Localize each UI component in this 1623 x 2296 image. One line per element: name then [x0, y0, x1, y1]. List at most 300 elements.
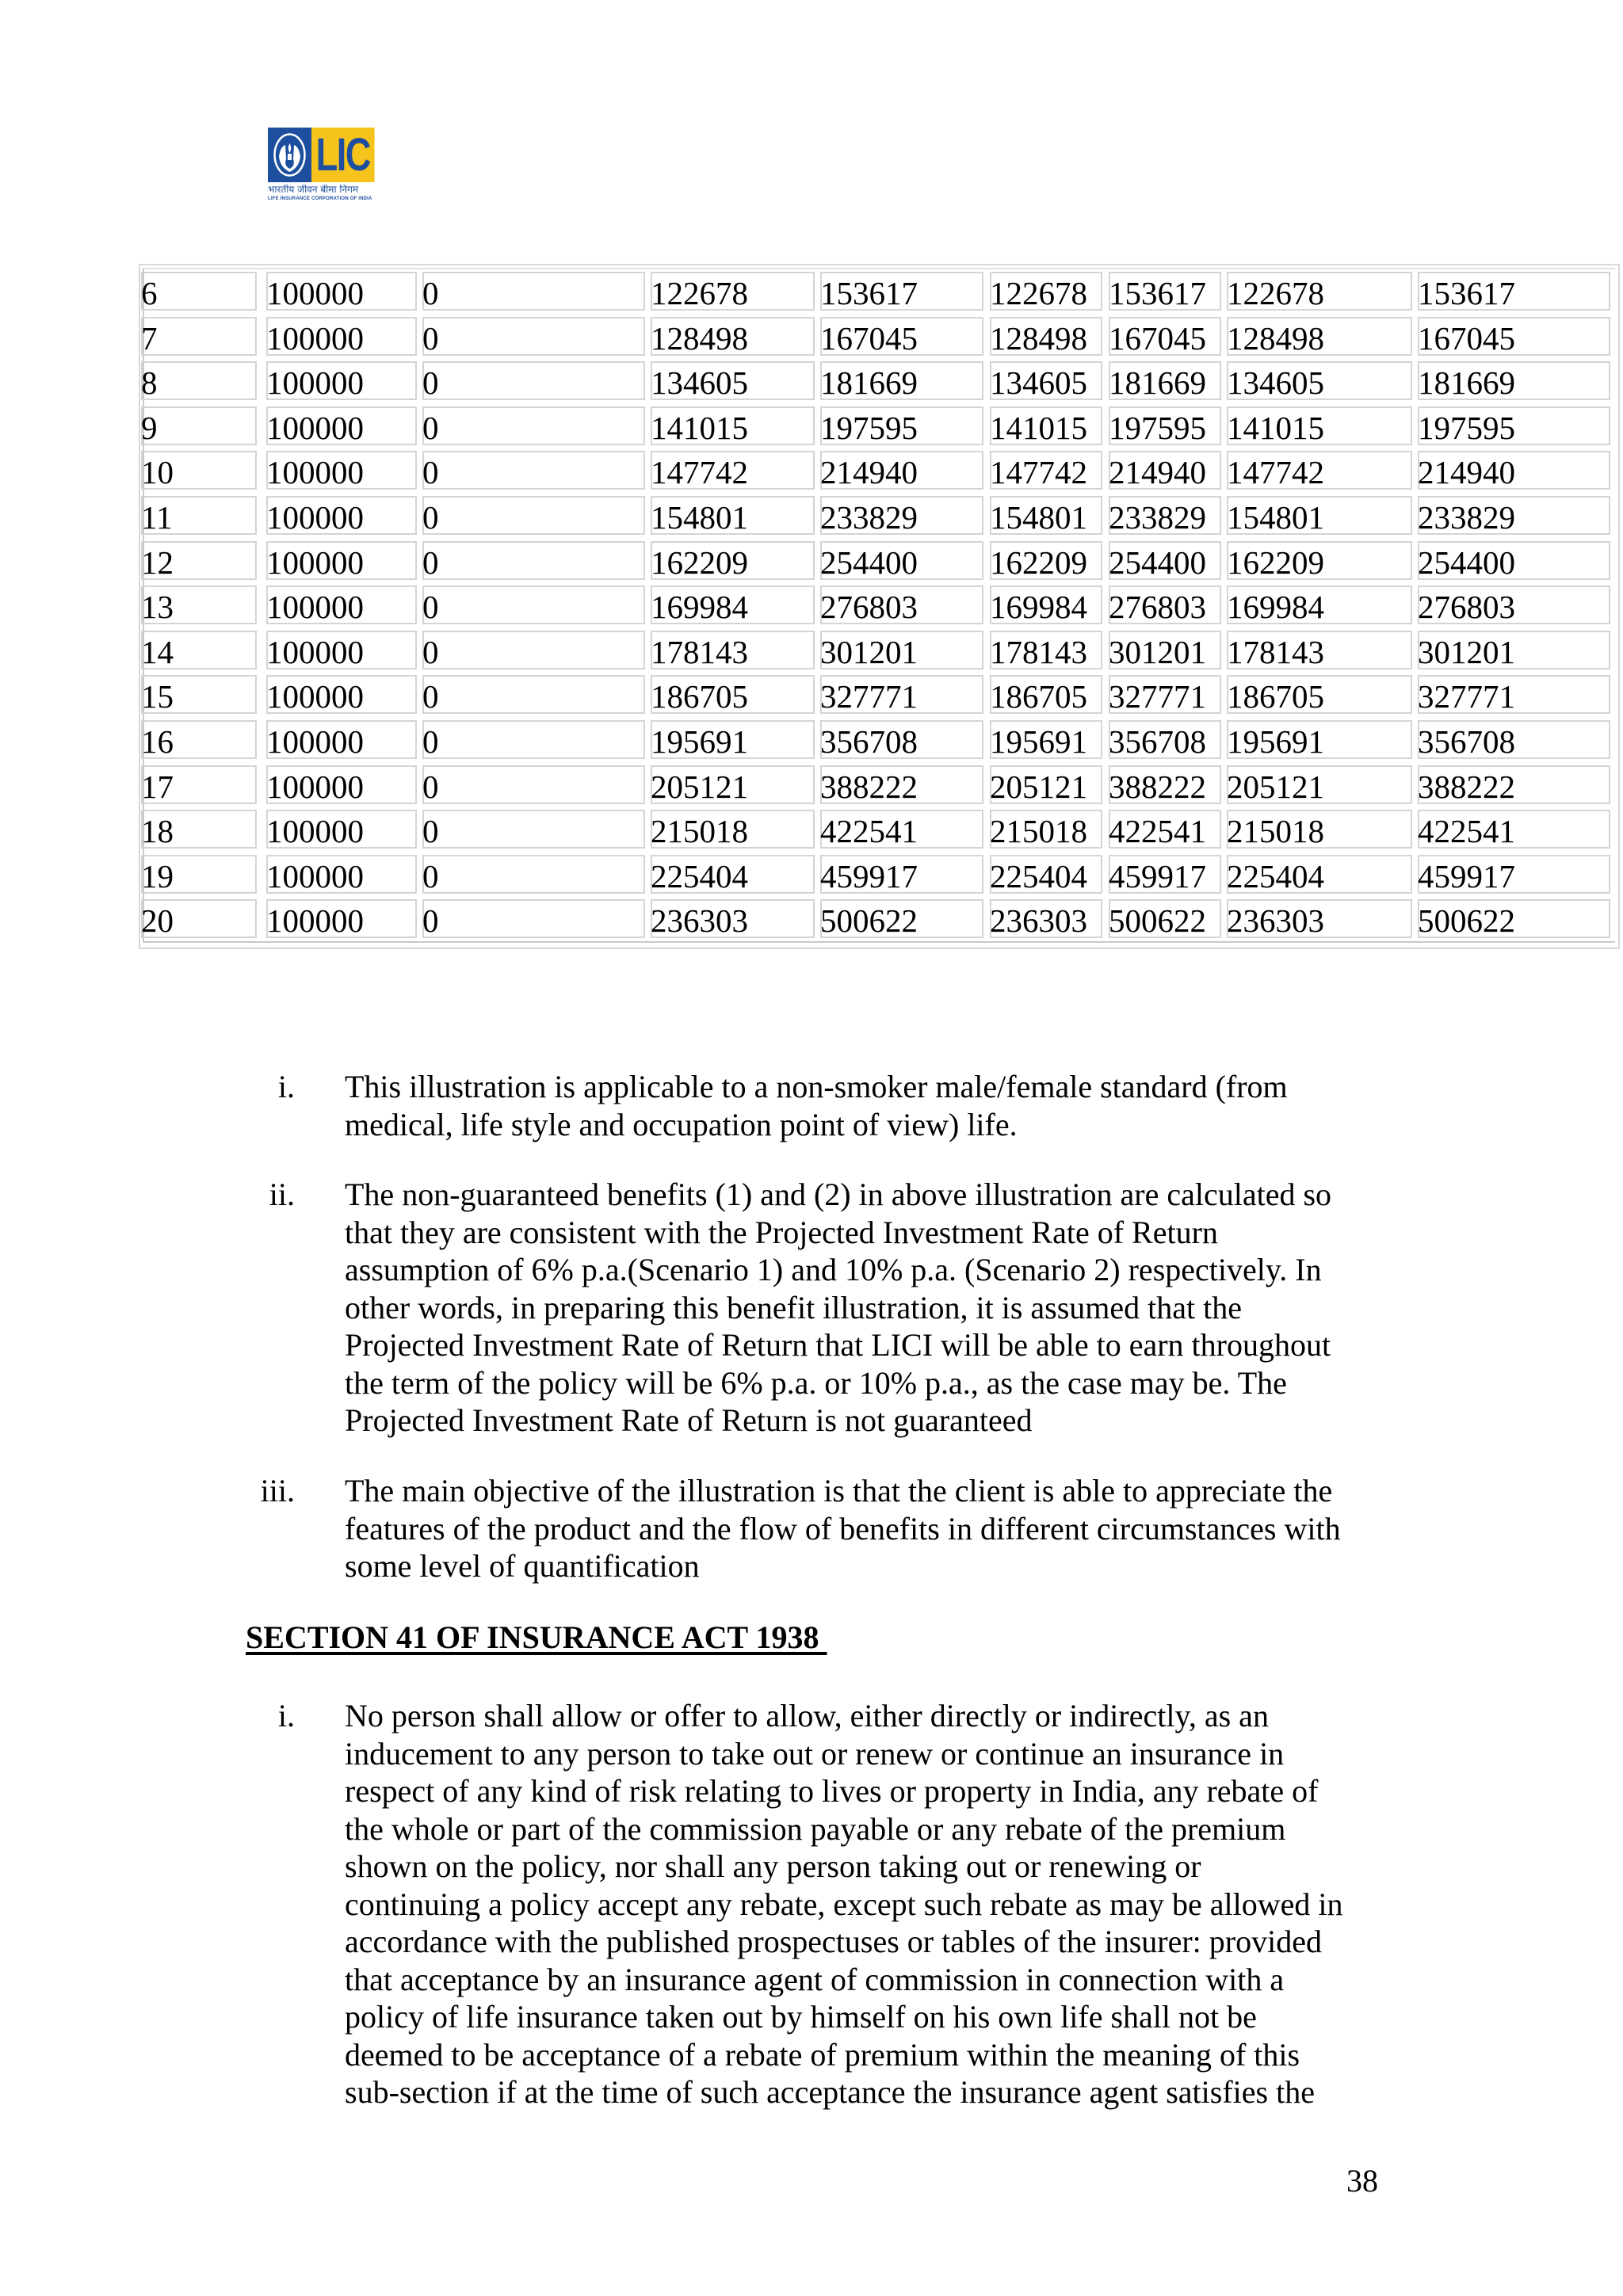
list-marker: i.	[277, 1698, 295, 1733]
cell-value: 197595	[1418, 409, 1515, 446]
cell-value: 181669	[1418, 364, 1515, 402]
table-cell	[1227, 675, 1412, 714]
table-cell	[266, 810, 417, 849]
cell-value: 122678	[651, 275, 748, 311]
table-cell	[1109, 541, 1221, 580]
cell-value: 100000	[266, 813, 364, 850]
cell-value: 301201	[1109, 633, 1206, 670]
table-cell	[990, 361, 1102, 400]
table-cell	[1418, 585, 1610, 624]
cell-value: 9	[141, 409, 158, 446]
text-line: other words, in preparing this benefit illustration, it is assumed that the	[345, 1289, 1243, 1325]
text-line: some level of quantification	[345, 1548, 700, 1584]
text-line: No person shall allow or offer to allow, either directly or indirectly, as an	[345, 1698, 1269, 1733]
cell-value: 153617	[820, 275, 918, 311]
table-cell	[141, 317, 257, 356]
table-cell	[1418, 631, 1610, 669]
cell-value: 141015	[1227, 409, 1324, 446]
list-marker: i.	[277, 1069, 295, 1104]
cell-value: 225404	[651, 857, 748, 894]
cell-value: 100000	[266, 499, 364, 536]
table-cell	[141, 720, 257, 759]
cell-value: 181669	[1109, 364, 1206, 402]
cell-value: 197595	[1109, 409, 1206, 446]
cell-value: 0	[422, 902, 439, 940]
cell-value: 147742	[990, 454, 1087, 491]
cell-value: 19	[141, 857, 174, 894]
table-cell	[651, 272, 815, 311]
table-cell	[651, 361, 815, 400]
cell-value: 7	[141, 319, 158, 357]
table-cell	[1109, 631, 1221, 669]
table-cell	[1109, 720, 1221, 759]
table-cell	[651, 585, 815, 624]
cell-value: 422541	[1418, 813, 1515, 850]
cell-value: 100000	[266, 543, 364, 581]
cell-value: 141015	[990, 409, 1087, 446]
cell-value: 181669	[820, 364, 918, 402]
cell-value: 0	[422, 678, 439, 715]
cell-value: 422541	[820, 813, 918, 850]
table-cell	[1109, 675, 1221, 714]
table-row	[0, 675, 1623, 714]
table-cell	[990, 541, 1102, 580]
cell-value: 134605	[1227, 364, 1324, 402]
table-cell	[422, 541, 645, 580]
table-cell	[422, 317, 645, 356]
table-cell	[422, 496, 645, 535]
table-cell	[1109, 899, 1221, 938]
cell-value: 100000	[266, 275, 364, 311]
cell-value: 0	[422, 454, 439, 491]
cell-value: 254400	[1109, 543, 1206, 581]
cell-value: 100000	[266, 723, 364, 760]
table-cell	[820, 451, 983, 490]
cell-value: 100000	[266, 902, 364, 940]
text-line: accordance with the published prospectuses or tables of the insurer: provided	[345, 1924, 1322, 1959]
table-cell	[422, 675, 645, 714]
table-cell	[1227, 451, 1412, 490]
cell-value: 10	[141, 454, 174, 491]
cell-value: 167045	[1418, 319, 1515, 357]
cell-value: 178143	[990, 633, 1087, 670]
text-line: Projected Investment Rate of Return is not guaranteed	[345, 1402, 1033, 1438]
cell-value: 154801	[1227, 499, 1324, 536]
cell-value: 276803	[820, 589, 918, 626]
table-cell	[651, 855, 815, 894]
table-cell	[422, 451, 645, 490]
cell-value: 0	[422, 813, 439, 850]
table-cell	[141, 496, 257, 535]
cell-value: 195691	[651, 723, 748, 760]
table-cell	[266, 675, 417, 714]
cell-value: 500622	[1418, 902, 1515, 940]
table-cell	[1418, 272, 1610, 311]
cell-value: 459917	[820, 857, 918, 894]
table-cell	[990, 899, 1102, 938]
table-cell	[1418, 361, 1610, 400]
table-cell	[266, 406, 417, 445]
lic-emblem-box	[268, 128, 311, 182]
table-cell	[651, 720, 815, 759]
cell-value: 100000	[266, 857, 364, 894]
text-line: that they are consistent with the Projected Investment Rate of Return	[345, 1214, 1218, 1250]
table-cell	[1109, 406, 1221, 445]
cell-value: 195691	[1227, 723, 1324, 760]
cell-value: 100000	[266, 678, 364, 715]
table-cell	[1418, 855, 1610, 894]
table-cell	[820, 361, 983, 400]
list-marker: ii.	[269, 1177, 295, 1212]
cell-value: 0	[422, 275, 439, 311]
text-line: deemed to be acceptance of a rebate of premium within the meaning of this	[345, 2036, 1300, 2073]
table-cell	[1418, 451, 1610, 490]
table-row	[0, 899, 1623, 938]
cell-value: 169984	[990, 589, 1087, 626]
table-cell	[266, 361, 417, 400]
table-cell	[266, 585, 417, 624]
table-cell	[141, 810, 257, 849]
table-cell	[1109, 317, 1221, 356]
cell-value: 100000	[266, 409, 364, 446]
cell-value: 0	[422, 409, 439, 446]
table-cell	[141, 272, 257, 311]
table-cell	[422, 810, 645, 849]
table-cell	[990, 585, 1102, 624]
cell-value: 215018	[990, 813, 1087, 850]
cell-value: 178143	[651, 633, 748, 670]
table-cell	[1227, 720, 1412, 759]
paragraph-text	[345, 1697, 1399, 2111]
cell-value: 327771	[820, 678, 918, 715]
text-line: continuing a policy accept any rebate, except such rebate as may be allowed in	[345, 1886, 1343, 1922]
table-row	[0, 720, 1623, 759]
table-cell	[820, 720, 983, 759]
table-cell	[820, 810, 983, 849]
text-line: The main objective of the illustration is that the client is able to appreciate the	[345, 1473, 1333, 1508]
paragraph-text	[345, 1176, 1399, 1440]
cell-value: 236303	[1227, 902, 1324, 940]
cell-value: 14	[141, 633, 174, 670]
cell-value: 0	[422, 633, 439, 670]
table-row	[0, 361, 1623, 400]
lic-logo	[268, 128, 376, 204]
cell-value: 205121	[1227, 768, 1324, 805]
cell-value: 388222	[1109, 768, 1206, 805]
cell-value: 134605	[990, 364, 1087, 402]
table-row	[0, 272, 1623, 311]
table-cell	[1418, 899, 1610, 938]
table-cell	[1418, 720, 1610, 759]
table-cell	[820, 631, 983, 669]
cell-value: 327771	[1418, 678, 1515, 715]
cell-value: 100000	[266, 319, 364, 357]
cell-value: 153617	[1418, 275, 1515, 311]
table-cell	[266, 541, 417, 580]
text-line: shown on the policy, nor shall any person taking out or renewing or	[345, 1848, 1201, 1884]
cell-value: 169984	[1227, 589, 1324, 626]
table-row	[0, 496, 1623, 535]
table-cell	[820, 585, 983, 624]
cell-value: 8	[141, 364, 158, 402]
table-row	[0, 541, 1623, 580]
cell-value: 205121	[990, 768, 1087, 805]
cell-value: 236303	[651, 902, 748, 940]
table-cell	[1227, 855, 1412, 894]
text-line: features of the product and the flow of benefits in different circumstances with	[345, 1510, 1341, 1547]
cell-value: 205121	[651, 768, 748, 805]
text-line: respect of any kind of risk relating to lives or property in India, any rebate of	[345, 1773, 1319, 1809]
table-cell	[820, 899, 983, 938]
paragraph-text	[345, 1068, 1399, 1143]
table-cell	[1418, 406, 1610, 445]
cell-value: 276803	[1418, 589, 1515, 626]
table-cell	[1109, 496, 1221, 535]
table-cell	[422, 272, 645, 311]
text-line: sub-section if at the time of such acceptance the insurance agent satisfies the	[345, 2074, 1315, 2110]
table-cell	[651, 541, 815, 580]
table-cell	[141, 675, 257, 714]
table-cell	[990, 451, 1102, 490]
cell-value: 18	[141, 813, 174, 850]
text-line: policy of life insurance taken out by himself on his own life shall not be	[345, 1999, 1257, 2035]
cell-value: 20	[141, 902, 174, 940]
cell-value: 154801	[651, 499, 748, 536]
table-cell	[266, 317, 417, 356]
cell-value: 100000	[266, 454, 364, 491]
cell-value: 128498	[651, 319, 748, 357]
table-cell	[990, 765, 1102, 804]
table-cell	[1227, 631, 1412, 669]
cell-value: 178143	[1227, 633, 1324, 670]
text-line: that acceptance by an insurance agent of commission in connection with a	[345, 1961, 1285, 1997]
text-line: the whole or part of the commission payable or any rebate of the premium	[345, 1810, 1286, 1847]
cell-value: 128498	[990, 319, 1087, 357]
table-cell	[422, 406, 645, 445]
cell-value: 6	[141, 275, 158, 311]
table-cell	[1109, 585, 1221, 624]
cell-value: 422541	[1109, 813, 1206, 850]
cell-value: 0	[422, 499, 439, 536]
cell-value: 0	[422, 364, 439, 402]
cell-value: 147742	[1227, 454, 1324, 491]
table-cell	[1227, 317, 1412, 356]
cell-value: 169984	[651, 589, 748, 626]
cell-value: 214940	[1418, 454, 1515, 491]
cell-value: 167045	[1109, 319, 1206, 357]
table-cell	[1227, 541, 1412, 580]
table-cell	[990, 720, 1102, 759]
cell-value: 0	[422, 589, 439, 626]
table-cell	[651, 317, 815, 356]
cell-value: 0	[422, 857, 439, 894]
text-line: inducement to any person to take out or renew or continue an insurance in	[345, 1735, 1285, 1772]
cell-value: 0	[422, 543, 439, 581]
cell-value: 233829	[1418, 499, 1515, 536]
cell-value: 186705	[651, 678, 748, 715]
cell-value: 233829	[820, 499, 918, 536]
table-cell	[820, 541, 983, 580]
table-cell	[651, 675, 815, 714]
cell-value: 197595	[820, 409, 918, 446]
table-cell	[651, 496, 815, 535]
table-row	[0, 451, 1623, 490]
cell-value: 15	[141, 678, 174, 715]
cell-value: 122678	[1227, 275, 1324, 311]
table-cell	[1109, 361, 1221, 400]
lic-wordmark: LIC	[311, 128, 375, 182]
table-cell	[651, 765, 815, 804]
cell-value: 186705	[1227, 678, 1324, 715]
cell-value: 154801	[990, 499, 1087, 536]
text-line: This illustration is applicable to a non-smoker male/female standard (from	[345, 1069, 1288, 1104]
cell-value: 12	[141, 543, 174, 581]
table-cell	[422, 855, 645, 894]
table-row	[0, 810, 1623, 849]
table-cell	[820, 496, 983, 535]
table-row	[0, 585, 1623, 624]
cell-value: 16	[141, 723, 174, 760]
table-cell	[1227, 496, 1412, 535]
table-cell	[990, 631, 1102, 669]
table-cell	[422, 361, 645, 400]
table-cell	[422, 899, 645, 938]
cell-value: 167045	[820, 319, 918, 357]
table-cell	[1227, 272, 1412, 311]
table-cell	[422, 585, 645, 624]
cell-value: 254400	[820, 543, 918, 581]
table-cell	[266, 272, 417, 311]
table-cell	[141, 765, 257, 804]
section-heading: SECTION 41 OF INSURANCE ACT 1938	[246, 1619, 827, 1655]
table-cell	[820, 272, 983, 311]
table-cell	[1418, 541, 1610, 580]
cell-value: 459917	[1418, 857, 1515, 894]
table-cell	[266, 451, 417, 490]
cell-value: 388222	[820, 768, 918, 805]
table-cell	[141, 541, 257, 580]
cell-value: 233829	[1109, 499, 1206, 536]
table-cell	[1109, 810, 1221, 849]
table-cell	[820, 317, 983, 356]
cell-value: 100000	[266, 633, 364, 670]
table-cell	[1227, 765, 1412, 804]
table-cell	[266, 855, 417, 894]
table-cell	[990, 272, 1102, 311]
page-number: 38	[1346, 2163, 1378, 2199]
table-cell	[1109, 765, 1221, 804]
cell-value: 276803	[1109, 589, 1206, 626]
table-cell	[141, 361, 257, 400]
cell-value: 100000	[266, 768, 364, 805]
cell-value: 500622	[1109, 902, 1206, 940]
table-cell	[1227, 585, 1412, 624]
cell-value: 301201	[820, 633, 918, 670]
cell-value: 162209	[990, 543, 1087, 581]
text-line: the term of the policy will be 6% p.a. or 10% p.a., as the case may be. The	[345, 1364, 1287, 1401]
cell-value: 13	[141, 589, 174, 626]
cell-value: 17	[141, 768, 174, 805]
cell-value: 356708	[1418, 723, 1515, 760]
cell-value: 128498	[1227, 319, 1324, 357]
table-cell	[422, 720, 645, 759]
cell-value: 214940	[1109, 454, 1206, 491]
table-cell	[266, 631, 417, 669]
table-cell	[651, 631, 815, 669]
table-cell	[141, 855, 257, 894]
lic-hindi-name: भारतीय जीवन बीमा निगम	[268, 185, 359, 195]
cell-value: 225404	[1227, 857, 1324, 894]
cell-value: 195691	[990, 723, 1087, 760]
table-cell	[820, 765, 983, 804]
cell-value: 215018	[651, 813, 748, 850]
table-row	[0, 765, 1623, 804]
text-line: The non-guaranteed benefits (1) and (2) in above illustration are calculated so	[345, 1177, 1332, 1212]
table-cell	[141, 631, 257, 669]
cell-value: 0	[422, 723, 439, 760]
table-cell	[1418, 675, 1610, 714]
cell-value: 186705	[990, 678, 1087, 715]
table-cell	[651, 451, 815, 490]
cell-value: 215018	[1227, 813, 1324, 850]
cell-value: 225404	[990, 857, 1087, 894]
table-cell	[820, 675, 983, 714]
table-row	[0, 855, 1623, 894]
table-cell	[820, 855, 983, 894]
table-cell	[141, 406, 257, 445]
cell-value: 327771	[1109, 678, 1206, 715]
cell-value: 301201	[1418, 633, 1515, 670]
cell-value: 153617	[1109, 275, 1206, 311]
cell-value: 459917	[1109, 857, 1206, 894]
cell-value: 122678	[990, 275, 1087, 311]
table-row	[0, 631, 1623, 669]
table-cell	[1227, 406, 1412, 445]
cell-value: 388222	[1418, 768, 1515, 805]
table-row	[0, 317, 1623, 356]
table-cell	[1227, 361, 1412, 400]
table-cell	[1227, 899, 1412, 938]
table-cell	[266, 720, 417, 759]
table-cell	[1109, 855, 1221, 894]
cell-value: 162209	[1227, 543, 1324, 581]
table-cell	[1418, 810, 1610, 849]
lic-english-name: LIFE INSURANCE CORPORATION OF INDIA	[268, 196, 372, 201]
hands-lamp-emblem-icon	[273, 132, 307, 177]
table-cell	[990, 496, 1102, 535]
table-cell	[990, 810, 1102, 849]
table-cell	[1227, 810, 1412, 849]
cell-value: 147742	[651, 454, 748, 491]
table-cell	[990, 855, 1102, 894]
cell-value: 0	[422, 319, 439, 357]
cell-value: 100000	[266, 364, 364, 402]
table-cell	[141, 451, 257, 490]
cell-value: 236303	[990, 902, 1087, 940]
cell-value: 254400	[1418, 543, 1515, 581]
cell-value: 134605	[651, 364, 748, 402]
table-cell	[1418, 765, 1610, 804]
cell-value: 500622	[820, 902, 918, 940]
table-cell	[651, 810, 815, 849]
table-cell	[266, 899, 417, 938]
cell-value: 0	[422, 768, 439, 805]
text-line: Projected Investment Rate of Return that LICI will be able to earn throughout	[345, 1327, 1331, 1363]
table-cell	[1109, 272, 1221, 311]
table-cell	[820, 406, 983, 445]
cell-value: 100000	[266, 589, 364, 626]
cell-value: 162209	[651, 543, 748, 581]
